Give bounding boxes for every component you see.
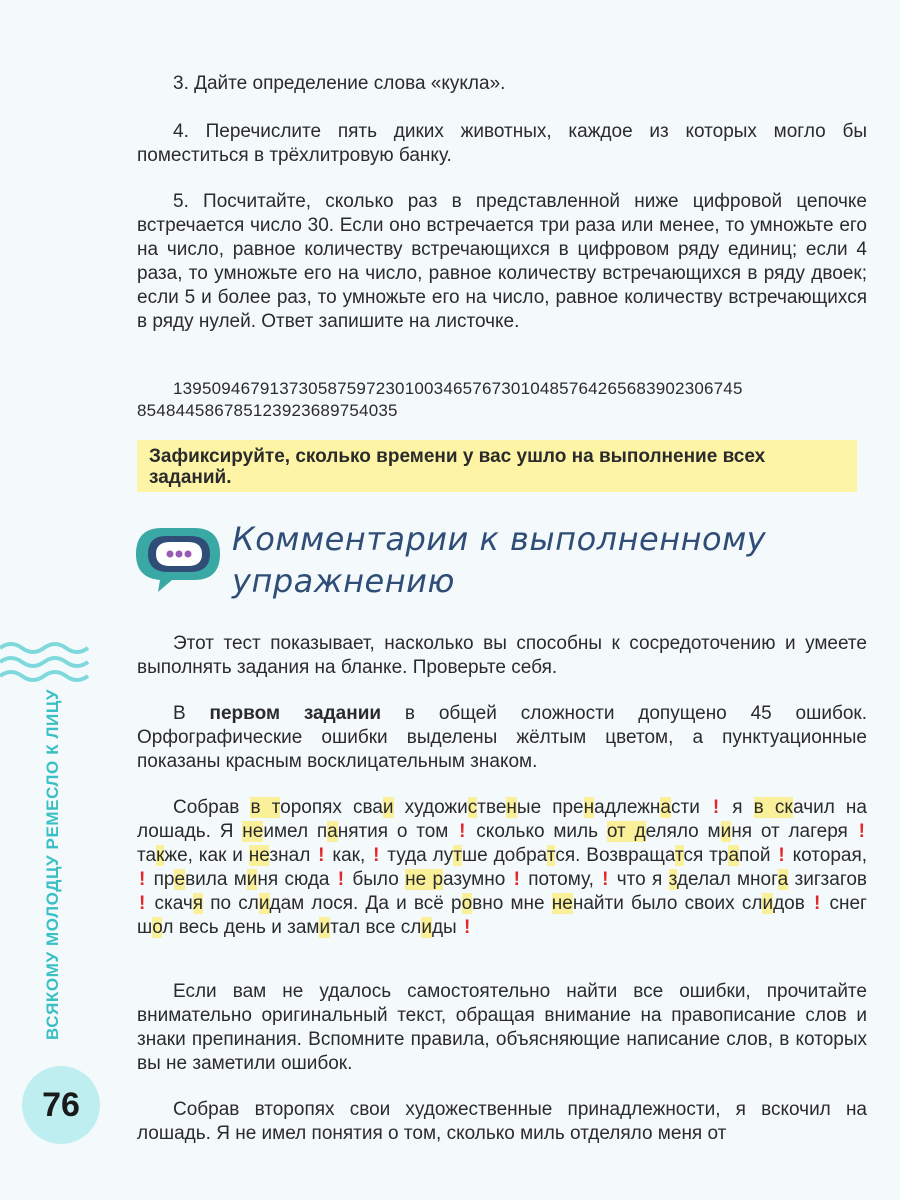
text-segment: туда лу [381,845,454,866]
spelling-error-highlight: от д [606,821,646,842]
digit-chain-line-1: 13950946791373058759723010034657673010485764265683902306745 [173,379,743,398]
section-title: Комментарии к выполненному упражнению [232,520,767,600]
text-segment: пр [147,869,175,890]
text-segment: ачил на лошадь. Я [137,797,867,842]
text-segment: еляло м [645,821,721,842]
comment-paragraph-2 [137,702,867,774]
punctuation-error-mark: ! [139,869,146,890]
p2-after: в общей сложности допущено 45 ошибок. Орфографические ошибки выделены жёлтым цветом, а пунктуационные показаны красным восклицательным знаком. [137,703,868,772]
punctuation-error-mark: ! [712,797,720,818]
spelling-error-highlight: с [467,797,478,818]
text-segment: я [721,797,754,818]
text-segment: скач [147,893,193,914]
spelling-error-highlight: в т [250,797,281,818]
spelling-error-highlight: н [583,797,595,818]
text-segment: делал мног [676,869,778,890]
text-segment: ся тр [683,845,729,866]
text-segment: Собрав [173,797,251,818]
text-segment: зигзагов [788,869,867,890]
text-segment: по сл [203,893,259,914]
punctuation-error-mark: ! [813,893,821,914]
spelling-error-highlight: т [546,845,556,866]
spelling-error-highlight: а [728,845,740,866]
error-text-paragraph [137,796,867,940]
time-note: Зафиксируйте, сколько времени у вас ушло на выполнение всех заданий. [137,440,857,492]
task-3: 3. Дайте определение слова «кукла». [173,73,506,94]
spelling-error-highlight: н [506,797,517,818]
text-segment: снег ш [137,893,867,938]
spelling-error-highlight: з [668,869,677,890]
punctuation-error-mark: ! [139,893,146,914]
text-segment: л весь день и зам [162,917,320,938]
text-segment: художи [393,797,468,818]
text-segment: ся. Возвраща [555,845,676,866]
text-segment: ды [431,917,462,938]
text-segment: вила м [185,869,247,890]
text-segment: ня от лагеря [731,821,857,842]
punctuation-error-mark: ! [373,845,380,866]
text-segment: сти [671,797,711,818]
spelling-error-highlight: в ск [753,797,794,818]
text-segment: что я [610,869,669,890]
text-segment: потому, [521,869,601,890]
spelling-error-highlight: и [382,797,394,818]
comment-paragraph-1: Этот тест показывает, насколько вы способны к сосредоточению и умеете выполнять задания на бланке. Проверьте себя. [137,633,867,678]
spelling-error-highlight: о [152,917,163,938]
spelling-error-highlight: я [192,893,204,914]
spelling-error-highlight: и [319,917,331,938]
spelling-error-highlight: не [248,845,270,866]
digit-chain-line-2: 854844586785123923689754035 [137,401,398,420]
spelling-error-highlight: не [242,821,264,842]
page-number: 76 [22,1066,100,1144]
spelling-error-highlight: и [720,821,732,842]
text-segment: же, как и [164,845,249,866]
spelling-error-highlight: о [461,893,473,914]
text-segment: было [346,869,406,890]
text-segment: нятия о том [337,821,458,842]
text-segment: имел п [263,821,328,842]
punctuation-error-mark: ! [858,821,865,842]
text-segment: вно мне [472,893,552,914]
punctuation-error-mark: ! [778,845,785,866]
spelling-error-highlight: т [675,845,684,866]
spelling-error-highlight: к [156,845,165,866]
comment-paragraph-4: Если вам не удалось самостоятельно найти все ошибки, прочитайте внимательно оригинальный текст, обращая внимание на правописание слов и знаки препинания. Вспомните правила, объясняющие написание слов, в которых вы не заметили ошибок. [137,981,867,1074]
punctuation-error-mark: ! [602,869,609,890]
original-text-paragraph: Собрав второпях свои художественные принадлежности, я вскочил на лошадь. Я не имел понятия о том, сколько миль отделяло меня от [137,1099,867,1144]
text-segment: ня сюда [257,869,336,890]
punctuation-error-mark: ! [337,869,345,890]
text-segment: дов [773,893,812,914]
spelling-error-highlight: и [421,917,432,938]
speech-bubble-icon [132,524,224,594]
text-segment: как, [326,845,372,866]
text-segment: ые пре [516,797,584,818]
punctuation-error-mark: ! [459,821,466,842]
spelling-error-highlight: не [551,893,573,914]
punctuation-error-mark: ! [318,845,325,866]
spelling-error-highlight: и [762,893,774,914]
spelling-error-highlight: т [453,845,462,866]
text-segment: ше добра [461,845,547,866]
spelling-error-highlight: а [777,869,789,890]
spelling-error-highlight: а [660,797,671,818]
text-segment: тве [477,797,507,818]
text-segment: адлежн [594,797,661,818]
text-segment: пой [739,845,777,866]
text-segment: та [137,845,157,866]
p2-before: В [173,703,210,724]
text-segment: которая, [786,845,868,866]
text-segment: дам лося. Да и всё р [269,893,462,914]
spelling-error-highlight: не р [405,869,444,890]
spelling-error-highlight: и [258,893,270,914]
task-5: 5. Посчитайте, сколько раз в представленной ниже цифровой цепочке встречается число 30. Если оно встречается три раза или менее, то умножьте его на число, равное количеству встречающихся в цифровом ряду единиц; если 4 раза, то умножьте его на число, равное количеству встречающихся в ряду двоек; если 5 и более раз, то умножьте его на число, равное количеству встречающихся в ряду нулей. Ответ запишите на листочке. [137,191,867,332]
text-segment: оропях сва [280,797,383,818]
text-segment: тал все сл [330,917,422,938]
task-4: 4. Перечислите пять диких животных, каждое из которых могло бы поместиться в трёхлитровую банку. [137,121,867,166]
text-segment: знал [269,845,317,866]
text-segment: азумно [443,869,512,890]
spelling-error-highlight: а [327,821,338,842]
p2-bold: первом задании [209,703,382,724]
punctuation-error-mark: ! [513,869,520,890]
punctuation-error-mark: ! [463,917,471,938]
spelling-error-highlight: и [246,869,258,890]
text-segment: найти было своих сл [572,893,763,914]
text-segment: сколько миль [467,821,607,842]
sidebar-vertical-text: ВСЯКОМУ МОЛОДЦУ РЕМЕСЛО К ЛИЦУ [43,688,62,1040]
spelling-error-highlight: е [174,869,186,890]
